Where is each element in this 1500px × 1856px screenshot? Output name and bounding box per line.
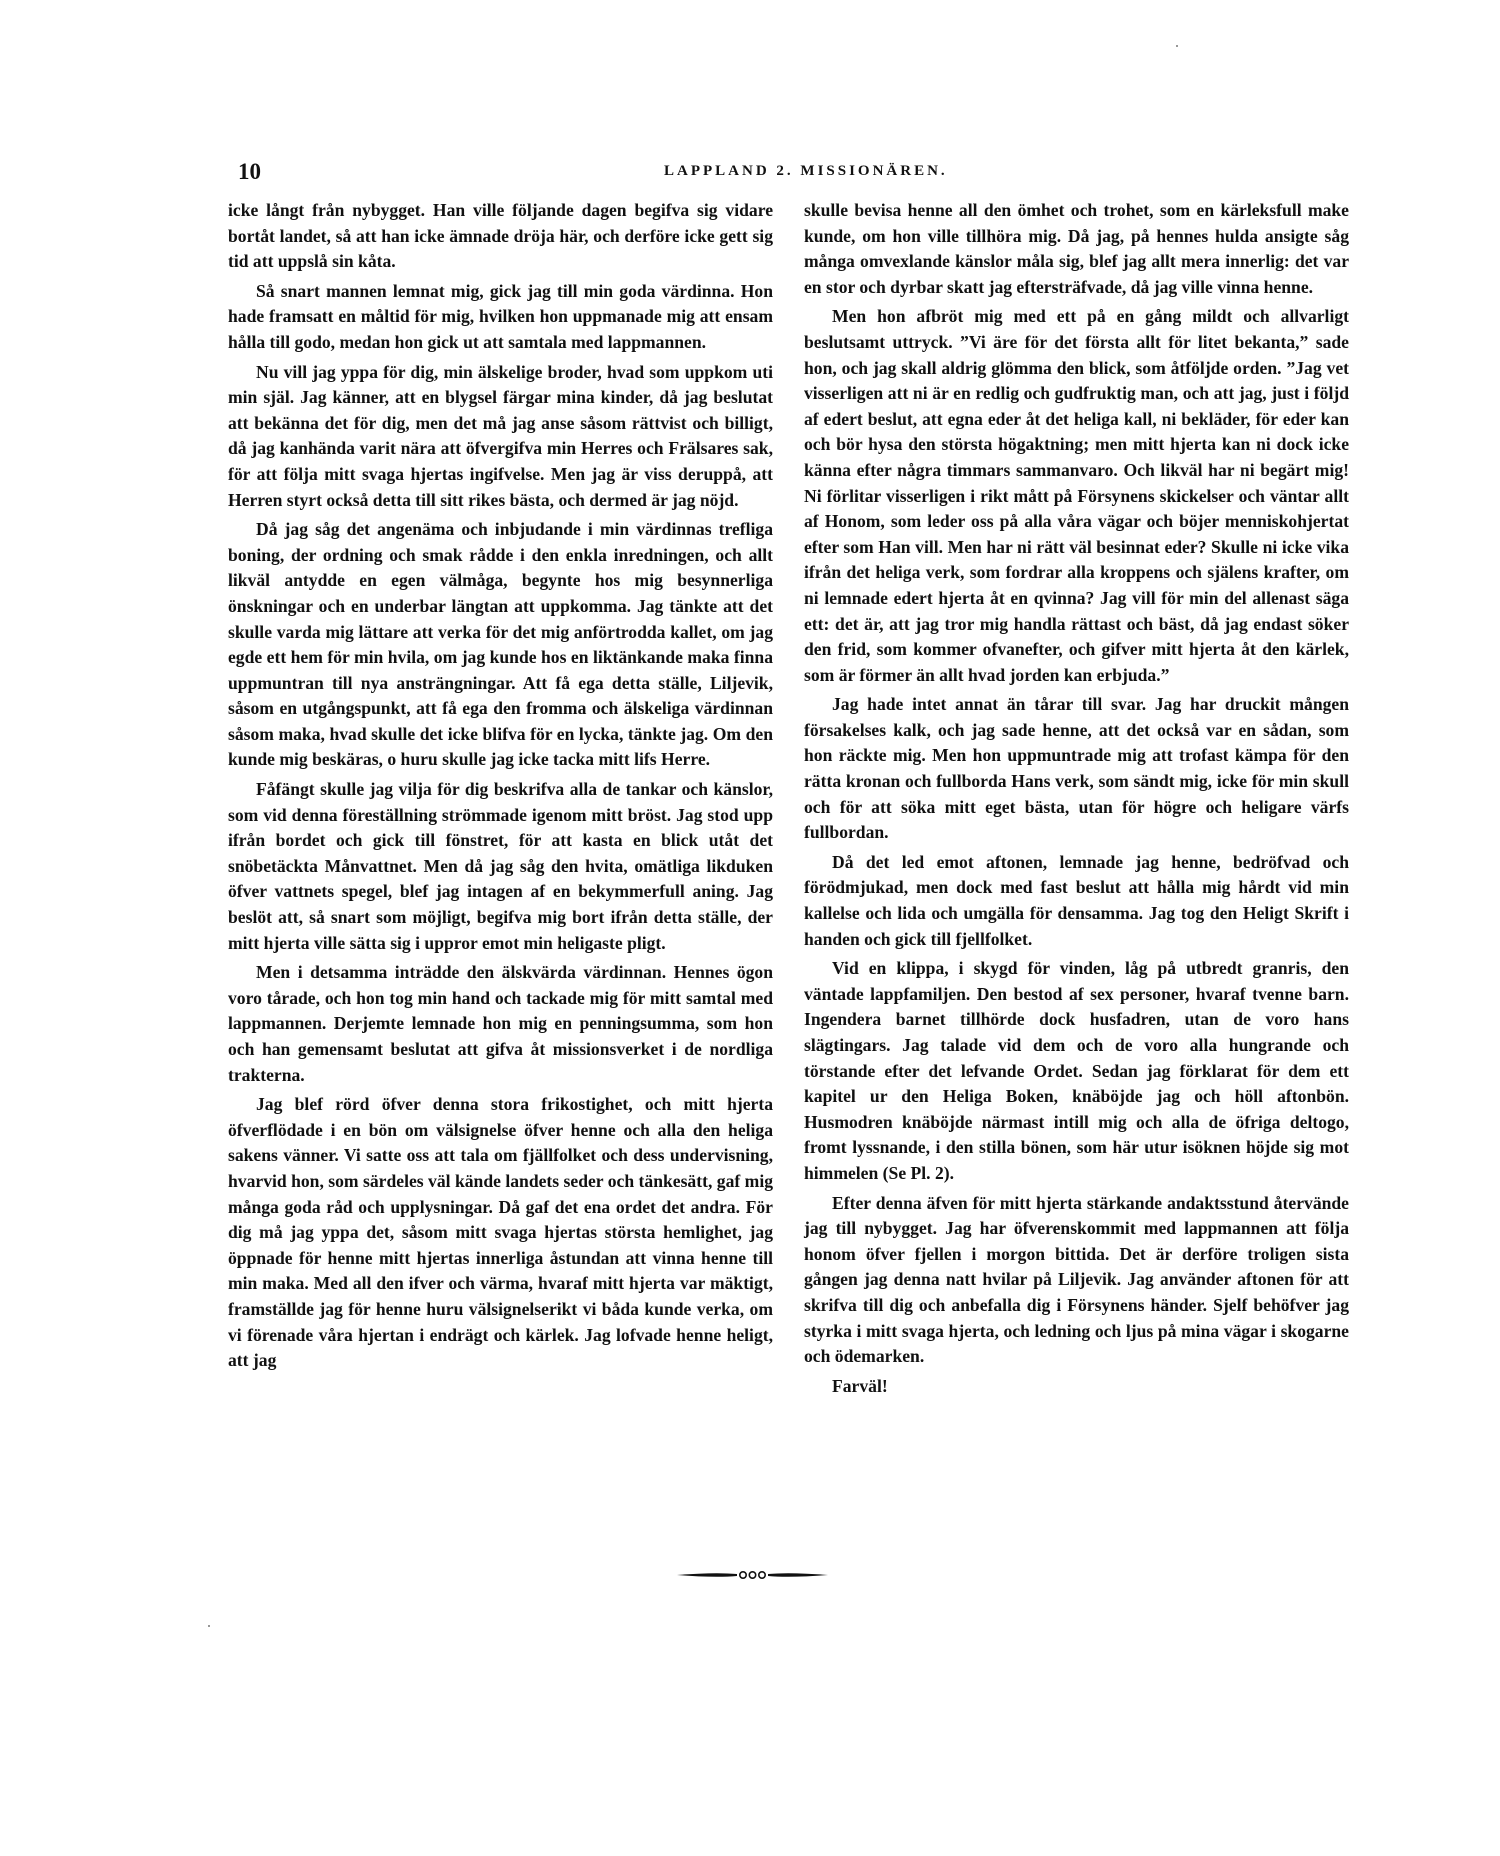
paragraph: Nu vill jag yppa för dig, min älskelige broder, hvad som uppkom uti min själ. Jag känner, att en blygsel färgar mina kinder, då jag beslutat att bekänna det för dig, men det må jag anse såsom rättvist och billigt, då jag kanhända varit nära att öfvergifva min Herres och Frälsares sak, för att följa mitt svaga hjertas ingifvelse. Men jag är viss deruppå, att Herren styrt också detta till sitt rikes bästa, och dermed är jag nöjd. — [228, 361, 773, 510]
end-ornament — [675, 1568, 830, 1582]
scan-speck — [208, 1625, 210, 1627]
paragraph: Men hon afbröt mig med ett på en gång mildt och allvarligt beslutsamt uttryck. ”Vi äre för det första allt för litet bekanta,” sade hon, och jag skall aldrig glömma den blick, som åtföljde orden. ”Jag vet visserligen att ni är en redlig och gudfruktig man, och att jag, just i följd af edert beslut, att egna eder åt det heliga kall, ni bekläder, för eder kan och bör hysa den största högaktning; men mitt hjerta kan ni dock icke känna efter några timmars sammanvaro. Och likväl har ni begärt mig! Ni förlitar visserligen i rikt mått på Försynens skickelser och väntar allt af Honom, som leder oss på alla våra vägar och böjer menniskohjertat efter som Han vill. Men har ni rätt väl besinnat eder? Skulle ni icke vika ifrån det heliga verk, som fordrar alla kroppens och själens krafter, om ni lemnade edert hjerta åt en qvinna? Jag vill för min del allenast säga ett: det är, att jag tror mig handla rättast och bäst, då jag endast söker den frid, som kommer ofvanefter, och gifver mitt hjerta åt den kärlek, som är förmer än allt hvad jorden kan erbjuda.” — [804, 306, 1349, 685]
paragraph: Då jag såg det angenäma och inbjudande i min värdinnas trefliga boning, der ordning och smak rådde i den enkla inredningen, och allt likväl antydde en egen välmåga, begynte hos mig besynnerliga önskningar och en underbar längtan att uppkomma. Jag tänkte att det skulle varda mig lättare att verka för det mig anförtrodda kallet, om jag egde ett hem för min hvila, om jag kunde hos en liktänkande maka finna uppmuntran till nya ansträngningar. Att få ega detta ställe, Liljevik, såsom en utgångspunkt, att få ega den fromma och älskeliga värdinnan såsom maka, hvad skulle det icke blifva för en lycka, tänkte jag. Om den kunde mig beskäras, o huru skulle jag icke tacka mitt lifs Herre. — [228, 519, 773, 770]
paragraph: Vid en klippa, i skygd för vinden, låg på utbredt granris, den väntade lappfamiljen. Den bestod af sex personer, hvaraf tvenne barn. Ingendera barnet tillhörde dock husfadren, utan de voro hans slägtingars. Jag talade vid dem och de voro alla hungrande och törstande efter det lefvande Ordet. Sedan jag förklarat för dem ett kapitel ur den Heliga Boken, knäböjde jag och höll aftonbön. Husmodren knäböjde närmast intill mig och alla de öfriga deltogo, fromt lyssnande, i den stilla bönen, som här utur isöknen höjde sig mot himmelen (Se Pl. 2). — [804, 958, 1349, 1183]
paragraph: Då det led emot aftonen, lemnade jag henne, bedröfvad och förödmjukad, men dock med fast beslut att hålla mig hårdt vid min kallelse och lida och umgälla för densamma. Jag tog den Heligt Skrift i handen och gick till fjellfolket. — [804, 851, 1349, 949]
left-column — [228, 198, 773, 1378]
paragraph: Jag hade intet annat än tårar till svar. Jag har druckit mången försakelses kalk, och jag sade henne, att det också var en sådan, som hon räckte mig. Men hon uppmuntrade mig att trofast kämpa för den rätta kronan och fullborda Hans verk, som sändt mig, icke för min skull och för att söka mitt eget bästa, utan för högre och heligare värfs fullbordan. — [804, 694, 1349, 843]
paragraph: Efter denna äfven för mitt hjerta stärkande andaktsstund återvände jag till nybygget. Jag har öfverenskommit med lappmannen att följa honom öfver fjellen i morgon bittida. Det är derföre troligen sista gången jag denna natt hvilar på Liljevik. Jag använder aftonen för att skrifva till dig och anbefalla dig i Försynens händer. Sjelf behöfver jag styrka i mitt svaga hjerta, och ledning och ljus på mina vägar i skogarne och ödemarken. — [804, 1192, 1349, 1367]
paragraph: Jag blef rörd öfver denna stora frikostighet, och mitt hjerta öfverflödade i en bön om välsignelse öfver henne och alla den heliga sakens vänner. Vi satte oss att tala om fjällfolket och dess undervisning, hvarvid hon, som särdeles väl kände landets seder och tänkesätt, gaf mig många goda råd och upplysningar. Då gaf det ena ordet det andra. För dig må jag yppa det, såsom mitt svaga hjertas största hemlighet, jag öppnade för henne mitt hjertas innerliga åstundan att vinna henne till min maka. Med all den ifver och värma, hvaraf mitt hjerta var mäktigt, framställde jag för henne huru välsignelserikt vi båda kunde verka, om vi förenade våra hjertan i endrägt och kärlek. Jag lofvade henne heligt, att jag — [228, 1094, 773, 1371]
paragraph: skulle bevisa henne all den ömhet och trohet, som en kärleksfull make kunde, om hon ville tillhöra mig. Då jag, på hennes hulda ansigte såg många omvexlande känslor måla sig, blef jag allt mera innerlig: det var en stor och dyrbar skatt jag eftersträfvade, då jag ville vinna henne. — [804, 200, 1349, 297]
scan-speck — [1176, 45, 1178, 47]
right-column — [804, 198, 1349, 1403]
paragraph: Men i detsamma inträdde den älskvärda värdinnan. Hennes ögon voro tårade, och hon tog min hand och tackade mig för mitt samtal med lappmannen. Derjemte lemnade hon mig en penningsumma, som hon och han gemensamt beslutat att gifva åt missionsverket i de nordliga trakterna. — [228, 962, 773, 1085]
paragraph: icke långt från nybygget. Han ville följande dagen begifva sig vidare bortåt landet, så att han icke ämnade dröja här, och derföre icke gett sig tid att uppslå sin kåta. — [228, 200, 773, 272]
closing-line: Farväl! — [832, 1375, 888, 1396]
running-head: LAPPLAND 2. MISSIONÄREN. — [664, 163, 948, 179]
page-header — [238, 159, 1278, 189]
paragraph: Fåfängt skulle jag vilja för dig beskrifva alla de tankar och känslor, som vid denna föreställning strömmade igenom mitt bröst. Jag stod upp ifrån bordet och gick till fönstret, för att kasta en blick utåt det snöbetäckta Månvattnet. Men då jag såg den hvita, omätliga likduken öfver vattnets spegel, blef jag intagen af en bekymmerfull aning. Jag beslöt att, så snart som möjligt, begifva mig bort ifrån detta ställe, der mitt hjerta ville sätta sig i uppror emot min heligaste pligt. — [228, 779, 773, 953]
paragraph: Så snart mannen lemnat mig, gick jag till min goda värdinna. Hon hade framsatt en måltid för mig, hvilken hon uppmanade mig att ensam hålla till godo, medan hon gick ut att samtala med lappmannen. — [228, 280, 773, 352]
page-number: 10 — [238, 159, 261, 184]
